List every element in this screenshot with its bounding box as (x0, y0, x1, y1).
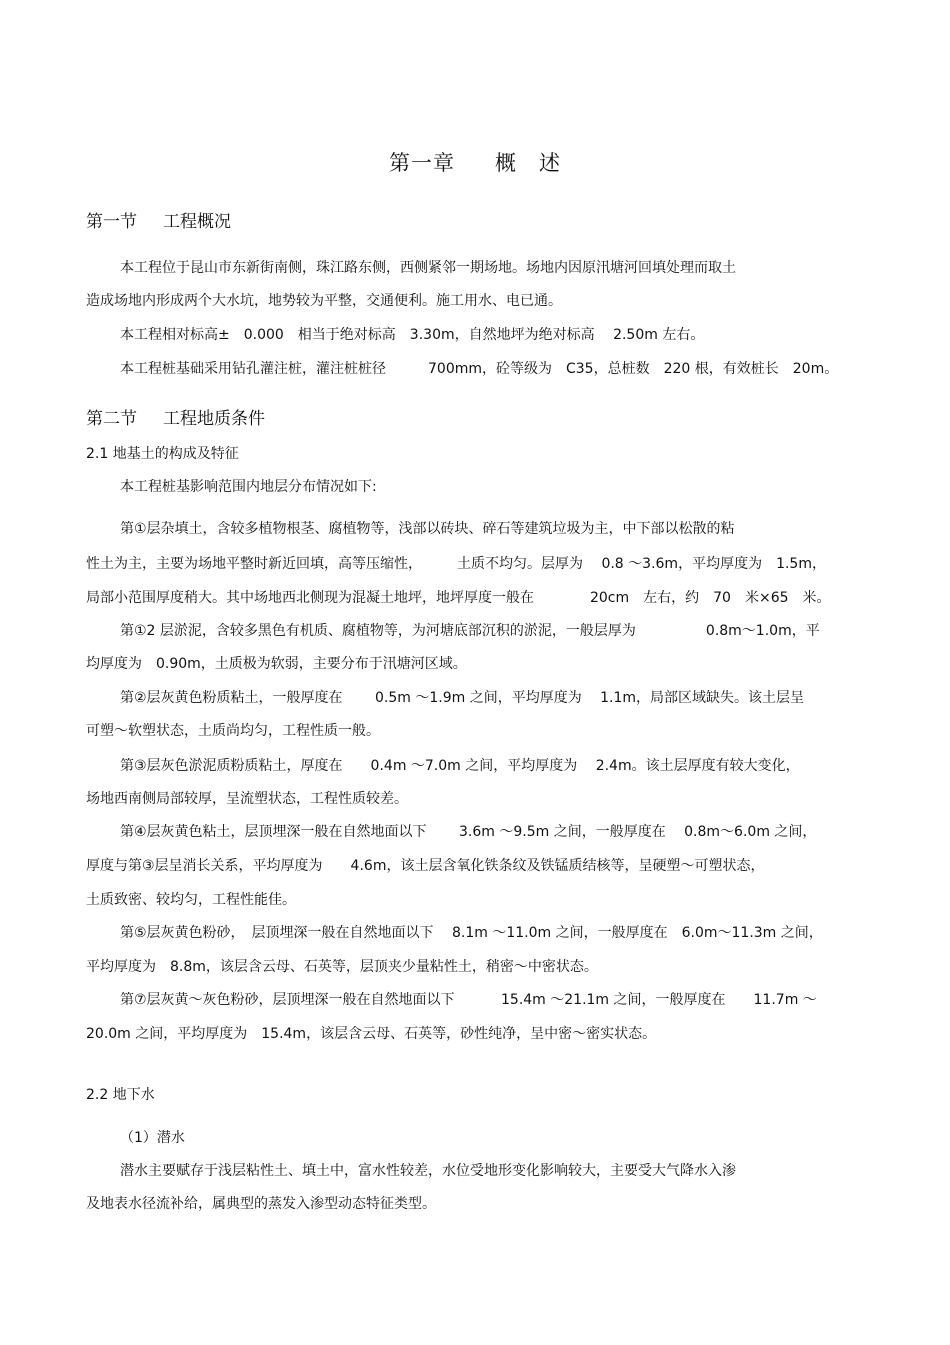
subsection-title-2-2: 2.2 地下水 (86, 1087, 155, 1103)
paragraph-line: 造成场地内形成两个大水坑，地势较为平整，交通便利。施工用水、电已通。 (86, 293, 562, 309)
paragraph-line: 第⑤层灰黄色粉砂， 层顶埋深一般在自然地面以下 8.1m ～11.0m 之间，一般厚度在 6.0m～11.3m 之间， (120, 925, 823, 941)
paragraph-line: 第③层灰色淤泥质粉质粘土，厚度在 0.4m ～7.0m 之间，平均厚度为 2.4m。该土层厚度有较大变化， (120, 758, 800, 774)
section-number: 第一节 (86, 212, 137, 232)
paragraph-line: 第①2 层淤泥，含较多黑色有机质、腐植物等，为河塘底部沉积的淤泥，一般层厚为 0.8m～1.0m，平 (120, 623, 820, 639)
chapter-title: 概 述 (495, 151, 561, 175)
paragraph-line: 潜水主要赋存于浅层粘性土、填土中，富水性较差，水位受地形变化影响较大，主要受大气降水入渗 (120, 1163, 736, 1179)
paragraph-line: 本工程桩基影响范围内地层分布情况如下: (120, 479, 377, 495)
paragraph-line: 平均厚度为 8.8m，该层含云母、石英等，层顶夹少量粘性土，稍密～中密状态。 (86, 959, 598, 975)
paragraph-line: 及地表水径流补给，属典型的蒸发入渗型动态特征类型。 (86, 1196, 436, 1212)
paragraph-line: 第①层杂填土，含较多植物根茎、腐植物等，浅部以砖块、碎石等建筑垃圾为主，中下部以松散的粘 (120, 521, 735, 537)
paragraph-line: 性土为主，主要为场地平整时新近回填，高等压缩性， 土质不均匀。层厚为 0.8 ～3.6m，平均厚度为 1.5m， (86, 556, 826, 572)
section-title: 工程地质条件 (163, 409, 265, 429)
paragraph-line: 第⑦层灰黄～灰色粉砂，层顶埋深一般在自然地面以下 15.4m ～21.1m 之间，一般厚度在 11.7m ～ (120, 992, 817, 1008)
paragraph-line: 场地西南侧局部较厚，呈流塑状态，工程性质较差。 (86, 791, 408, 807)
paragraph-line: 20.0m 之间，平均厚度为 15.4m，该层含云母、石英等，砂性纯净，呈中密～密实状态。 (86, 1026, 657, 1042)
paragraph-line: 本工程相对标高± 0.000 相当于绝对标高 3.30m，自然地坪为绝对标高 2.50m 左右。 (120, 327, 705, 343)
list-item-label: （1）潜水 (120, 1130, 185, 1146)
paragraph-line: 第②层灰黄色粉质粘土，一般厚度在 0.5m ～1.9m 之间，平均厚度为 1.1m，局部区域缺失。该土层呈 (120, 690, 805, 706)
paragraph-line: 土质致密、较均匀，工程性能佳。 (86, 892, 296, 908)
section-heading-1 (86, 210, 231, 234)
paragraph-line: 第④层灰黄色粘土，层顶埋深一般在自然地面以下 3.6m ～9.5m 之间，一般厚度在 0.8m～6.0m 之间， (120, 824, 817, 840)
paragraph-line: 可塑～软塑状态，土质尚均匀，工程性质一般。 (86, 723, 380, 739)
chapter-number: 第一章 (389, 151, 455, 175)
paragraph-line: 本工程位于昆山市东新街南侧，珠江路东侧，西侧紧邻一期场地。场地内因原汛塘河回填处理而取土 (120, 260, 736, 276)
section-heading-2 (86, 407, 265, 431)
paragraph-line: 本工程桩基础采用钻孔灌注桩，灌注桩桩径 700mm，砼等级为 C35，总桩数 220 根，有效桩长 20m。 (120, 361, 839, 377)
subsection-title-2-1: 2.1 地基土的构成及特征 (86, 446, 239, 462)
section-title: 工程概况 (163, 212, 231, 232)
section-number: 第二节 (86, 409, 137, 429)
paragraph-line: 厚度与第③层呈消长关系，平均厚度为 4.6m，该土层含氧化铁条纹及铁锰质结核等，呈硬塑～可塑状态， (86, 858, 765, 874)
paragraph-line: 局部小范围厚度稍大。其中场地西北侧现为混凝土地坪，地坪厚度一般在 20cm 左右，约 70 米×65 米。 (86, 590, 831, 606)
chapter-heading (0, 148, 950, 178)
paragraph-line: 均厚度为 0.90m，土质极为软弱，主要分布于汛塘河区域。 (86, 656, 467, 672)
